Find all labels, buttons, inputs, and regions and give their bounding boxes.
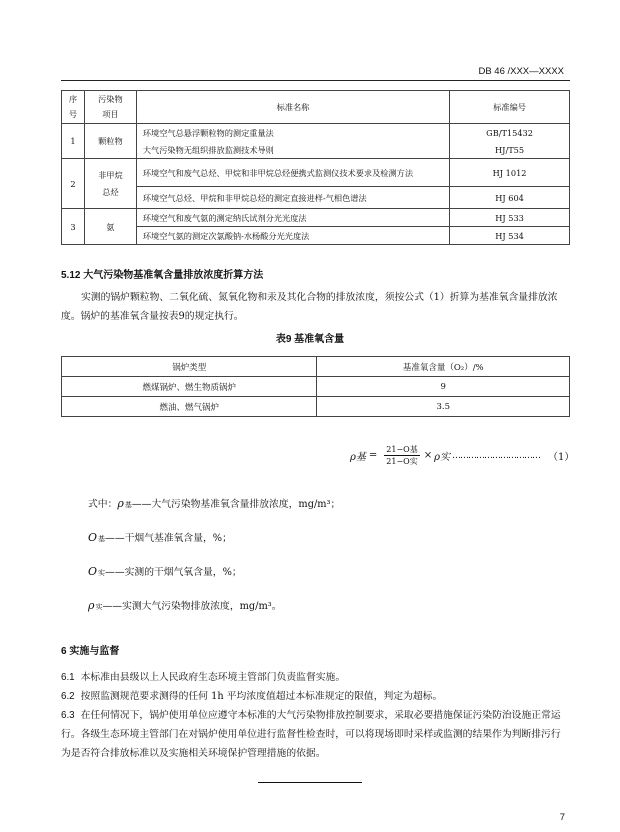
symbol-subscript: 实 (98, 569, 106, 577)
formula-numerator: 21−O基 (386, 445, 418, 454)
formula-leader-dots: …………………………… (452, 450, 541, 461)
header-pollutant: 污染物 项目 (84, 91, 136, 124)
list-item (61, 668, 570, 687)
symbol-variable: ρ (88, 599, 95, 612)
formula-rhs: ρ实 (434, 452, 451, 463)
standard-name: 环境空气和废气总烃、甲烷和非甲烷总烃便携式监测仪技术要求及检测方法 (142, 167, 414, 178)
table-row (62, 377, 570, 397)
row-no: 1 (62, 124, 85, 159)
standard-code: HJ 533 (495, 212, 524, 223)
table-row (62, 124, 570, 159)
item-number: 6.1 (61, 672, 75, 683)
standard-name: 环境空气氨的测定次氯酸钠-水杨酸分光光度法 (137, 226, 449, 244)
formula-fraction (384, 444, 419, 467)
section-5-12-title: 5.12 大气污染物基准氧含量排放浓度折算方法 (61, 270, 264, 281)
table-row (62, 209, 570, 245)
symbol-definition (88, 598, 282, 612)
page-number: 7 (559, 812, 565, 823)
header-rule (61, 80, 570, 81)
section-6-title: 6 实施与监督 (61, 646, 120, 657)
item-text: 按照监测规范要求测得的任何 1h 平均浓度值超过本标准规定的限值，判定为超标。 (80, 691, 443, 702)
boiler-type: 燃煤锅炉、燃生物质锅炉 (62, 377, 317, 397)
standard-code: HJ 534 (450, 226, 569, 244)
formula-lhs: ρ基 (350, 452, 366, 463)
item-text: 在任何情况下，锅炉使用单位应遵守本标准的大气污染物排放控制要求，采取必要措施保证污染防治设施正常运行。各级生态环境主管部门在对锅炉使用单位进行监督性检查时，可以将现场即时采样或监测的结果作为判断排污行为是否符合排放标准以及实施相关环境保护管理措施的依据。 (61, 710, 561, 759)
standard-name: 环境空气总烃、甲烷和非甲烷总烃的测定直接进样-气相色谱法 (137, 186, 449, 208)
item-number: 6.2 (61, 691, 75, 702)
symbol-subscript: 基 (124, 501, 132, 509)
symbol-description: ——干烟气基准氧含量，%； (105, 533, 232, 544)
symbol-definition (88, 496, 340, 510)
standard-code: GB/T15432 (486, 127, 533, 138)
symbol-variable: ρ (117, 497, 124, 510)
symbol-subscript: 基 (98, 535, 106, 543)
item-number: 6.3 (61, 710, 75, 721)
symbol-definition (88, 564, 242, 578)
document-code: DB 46 /XXX—XXXX (478, 66, 564, 77)
standard-name: 环境空气总悬浮颗粒物的测定重量法 (142, 127, 274, 138)
row-no: 3 (62, 209, 85, 245)
header-boiler-type: 锅炉类型 (62, 357, 317, 377)
standard-code: HJ 604 (450, 186, 569, 208)
table-header-row (62, 357, 570, 377)
standard-name: 大气污染物无组织排放监测技术导则 (142, 144, 274, 155)
footer-rule (258, 782, 362, 783)
table-row (62, 397, 570, 417)
oxygen-value: 3.5 (317, 397, 570, 417)
standard-code: HJ/T55 (495, 144, 525, 155)
row-no: 2 (62, 159, 85, 209)
symbol-definition (88, 530, 232, 544)
formula-times: × (423, 450, 433, 461)
symbol-description: ——实测的干烟气氧含量，%； (105, 567, 242, 578)
symbol-variable: O (88, 531, 98, 544)
header-standard-name: 标准名称 (136, 91, 449, 124)
header-oxygen-content: 基准氧含量（O₂）/% (317, 357, 570, 377)
symbol-intro: 式中： (88, 499, 118, 510)
table-row (62, 159, 570, 209)
oxygen-value: 9 (317, 377, 570, 397)
row-pollutant: 非甲烷 总烃 (84, 159, 136, 209)
standard-code: HJ 1012 (492, 167, 527, 178)
conversion-formula (350, 444, 574, 467)
table-header-row (62, 91, 570, 124)
row-pollutant: 颗粒物 (84, 124, 136, 159)
oxygen-table (61, 356, 570, 417)
table9-caption: 表9 基准氧含量 (275, 334, 345, 345)
formula-denominator: 21−O实 (386, 457, 418, 466)
list-item (61, 687, 570, 706)
formula-equals: = (368, 450, 378, 461)
symbol-description: ——实测大气污染物排放浓度，mg/m³。 (102, 601, 282, 612)
symbol-variable: O (88, 565, 98, 578)
boiler-type: 燃油、燃气锅炉 (62, 397, 317, 417)
header-standard-code: 标准编号 (450, 91, 570, 124)
item-text: 本标准由县级以上人民政府生态环境主管部门负责监督实施。 (80, 672, 346, 683)
list-item (61, 706, 570, 763)
header-no: 序 号 (62, 91, 85, 124)
symbol-subscript: 实 (95, 603, 103, 611)
row-pollutant: 氨 (84, 209, 136, 245)
standard-name: 环境空气和废气氨的测定纳氏试剂分光光度法 (142, 212, 307, 223)
section-5-12-paragraph: 实测的锅炉颗粒物、二氧化硫、氮氧化物和汞及其化合物的排放浓度，须按公式（1）折算为基准氧含量排放浓度。锅炉的基准氧含量按表9的规定执行。 (61, 292, 558, 322)
symbol-description: ——大气污染物基准氧含量排放浓度，mg/m³； (131, 499, 341, 510)
standards-table (61, 90, 570, 245)
formula-number: （1） (548, 452, 575, 463)
